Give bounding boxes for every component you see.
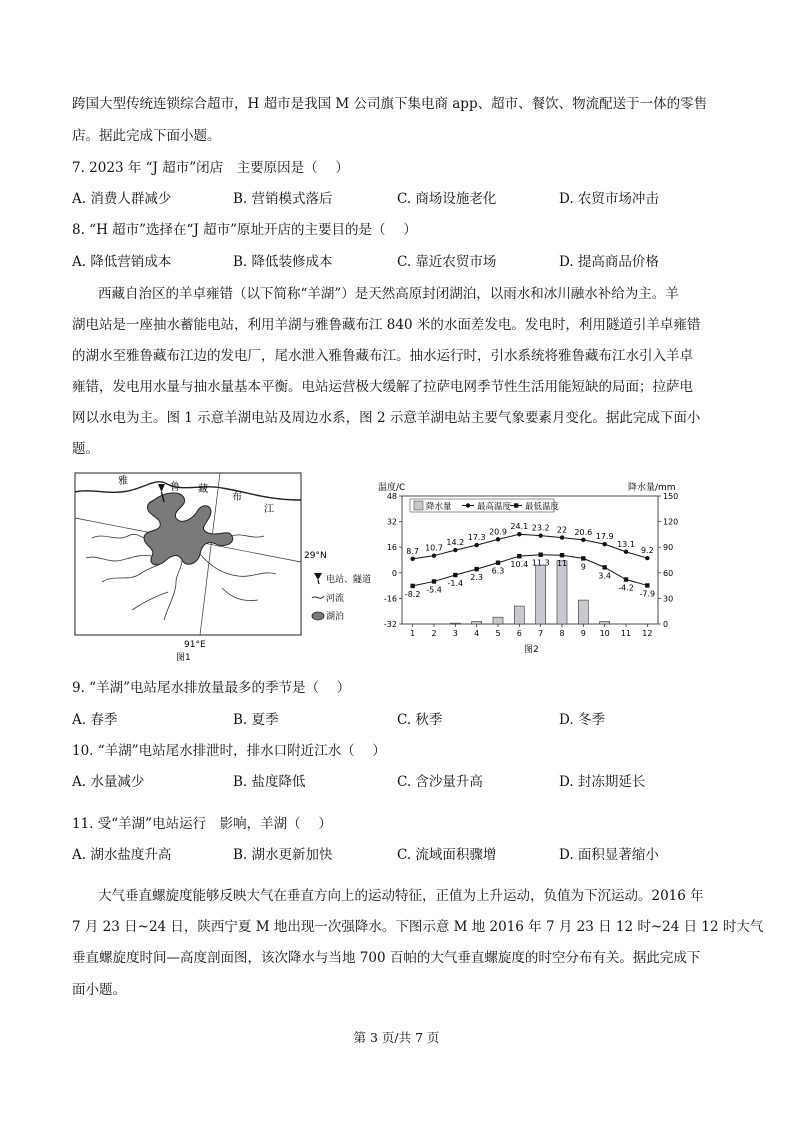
q8-option-c: C. 靠近农贸市场 (397, 254, 497, 270)
intro-line-2: 店。据此完成下面小题。 (72, 128, 221, 144)
min-temp-label-6: 10.4 (510, 560, 529, 570)
min-temp-point-4 (474, 567, 478, 571)
q9-option-c: C. 秋季 (397, 712, 443, 728)
legend-precip-swatch (414, 501, 423, 510)
min-temp-point-1 (410, 584, 414, 588)
page-footer: 第 3 页/共 7 页 (353, 1030, 440, 1045)
q10-option-c: C. 含沙量升高 (397, 774, 483, 790)
x-tick-label: 8 (559, 629, 565, 638)
max-temp-label-7: 23.2 (531, 523, 550, 533)
min-temp-point-10 (602, 565, 606, 569)
q10-option-d: D. 封冻期延长 (559, 774, 646, 790)
passage3-line-2: 7 月 23 日~24 日，陕西宁夏 M 地出现一次强降水。下图示意 M 地 2016 年 7 月 23 日 12 时~24 日 12 时大气 (72, 919, 764, 935)
latitude-label: 29°N (304, 551, 327, 561)
max-temp-point-7 (538, 533, 542, 537)
max-temp-label-4: 17.3 (467, 533, 486, 543)
max-temp-point-9 (581, 538, 585, 542)
max-temp-point-8 (560, 535, 564, 539)
right-tick-label: 90 (663, 543, 674, 553)
passage2-line-3: 的湖水至雅鲁藏布江边的发电厂，尾水泄入雅鲁藏布江。抽水运行时，引水系统将雅鲁藏布江水引入羊卓 (72, 348, 693, 364)
precip-bar-5 (493, 617, 503, 624)
min-temp-label-12: -7.9 (639, 589, 656, 599)
x-tick-label: 6 (516, 629, 522, 638)
min-temp-label-10: 3.4 (598, 571, 612, 581)
river-char-1: 雅 (118, 476, 128, 487)
max-temp-point-2 (432, 553, 436, 557)
max-temp-label-5: 20.9 (489, 527, 507, 537)
q7-stem: 7. 2023 年 “J 超市”闭店 主要原因是（ ） (72, 160, 349, 176)
min-temp-point-5 (496, 561, 500, 565)
min-temp-label-4: 2.3 (470, 573, 484, 583)
x-tick-label: 7 (538, 629, 544, 638)
min-temp-point-11 (624, 577, 628, 581)
passage2-line-2: 湖电站是一座抽水蓄能电站，利用羊湖与雅鲁藏布江 840 米的水面差发电。发电时，利用隧道引羊卓雍错 (72, 317, 701, 333)
min-temp-label-11: -4.2 (618, 583, 634, 593)
legend-lake-label: 湖泊 (326, 612, 345, 622)
left-tick-label: 48 (386, 492, 397, 501)
figure-1-caption: 图1 (176, 653, 191, 663)
q7-option-a: A. 消费人群减少 (72, 191, 172, 207)
figure-2-caption: 图2 (524, 645, 539, 655)
right-tick-label: 120 (663, 517, 679, 527)
q8-stem: 8. “H 超市”选择在“J 超市”原址开店的主要目的是（ ） (72, 222, 417, 238)
q8-option-d: D. 提高商品价格 (559, 254, 659, 270)
x-tick-label: 3 (452, 629, 458, 638)
chart-right-axis-title: 降水量/mm (628, 483, 676, 493)
precip-bar-8 (557, 561, 567, 624)
figure-2-chart (376, 478, 692, 658)
figure-1-map (72, 470, 372, 666)
legend-min-label: 最低温度 (525, 502, 560, 512)
q8-option-a: A. 降低营销成本 (72, 254, 172, 270)
intro-line-1: 跨国大型传统连锁综合超市，H 超市是我国 M 公司旗下集电商 app、超市、餐饮、物流配送于一体的零售 (72, 96, 708, 112)
q7-option-b: B. 营销模式落后 (233, 191, 333, 207)
river-char-2: 鲁 (170, 482, 180, 493)
passage3-line-3: 垂直螺旋度时间—高度剖面图，该次降水与当地 700 百帕的大气垂直螺旋度的时空分布有关。据此完成下 (72, 950, 701, 966)
max-temp-point-1 (410, 557, 414, 561)
min-temp-label-5: 6.3 (491, 566, 505, 576)
q9-stem: 9. “羊湖”电站尾水排放量最多的季节是（ ） (72, 680, 351, 696)
legend-station-icon (314, 573, 322, 580)
min-temp-point-9 (581, 556, 585, 560)
precip-bar-9 (578, 600, 588, 624)
left-tick-label: -32 (383, 620, 397, 629)
chart-plot-frame (402, 496, 658, 624)
x-tick-label: 5 (495, 629, 501, 638)
q8-option-b: B. 降低装修成本 (233, 254, 333, 270)
x-tick-label: 2 (431, 629, 437, 638)
q9-option-a: A. 春季 (72, 712, 118, 728)
q10-option-a: A. 水量减少 (72, 774, 145, 790)
max-temp-label-6: 24.1 (510, 522, 529, 532)
precip-bar-10 (600, 621, 610, 624)
max-temp-label-3: 14.2 (446, 538, 465, 548)
min-temp-label-1: -8.2 (404, 589, 421, 599)
min-temp-point-2 (432, 579, 436, 583)
min-temp-point-8 (560, 553, 564, 557)
legend-station-label: 电站、隧道 (326, 575, 372, 585)
passage2-line-6: 题。 (72, 441, 99, 457)
q10-stem: 10. “羊湖”电站尾水排泄时，排水口附近江水（ ） (72, 743, 386, 759)
max-temp-point-5 (496, 537, 500, 541)
x-tick-label: 11 (620, 629, 632, 638)
min-temp-label-3: -1.4 (447, 579, 464, 589)
q11-option-c: C. 流域面积骤增 (397, 847, 497, 863)
x-tick-label: 1 (410, 629, 416, 638)
legend-max-marker (466, 503, 470, 507)
passage3-line-4: 面小题。 (72, 982, 126, 998)
legend-lake-icon (312, 612, 324, 620)
q11-option-a: A. 湖水盐度升高 (72, 847, 172, 863)
right-tick-label: 60 (663, 568, 674, 578)
q10-option-b: B. 盐度降低 (233, 774, 306, 790)
chart-left-axis-title: 温度/C (378, 483, 406, 493)
x-tick-label: 10 (599, 629, 610, 638)
right-tick-label: 0 (663, 620, 669, 629)
q9-option-d: D. 冬季 (559, 712, 605, 728)
precip-bar-4 (472, 621, 482, 624)
left-tick-label: 0 (391, 568, 397, 578)
max-temp-label-9: 20.6 (574, 527, 593, 537)
max-temp-label-8: 22 (556, 525, 568, 535)
max-temp-point-3 (453, 548, 457, 552)
river-char-4: 布 (232, 492, 242, 503)
max-temp-point-6 (517, 532, 521, 536)
left-tick-label: -16 (383, 594, 397, 604)
precip-bar-6 (514, 606, 524, 624)
left-tick-label: 16 (386, 543, 397, 553)
max-temp-point-10 (602, 542, 606, 546)
max-temp-label-2: 10.7 (425, 543, 443, 553)
max-temp-point-12 (645, 556, 649, 560)
max-temp-point-11 (624, 550, 628, 554)
max-temp-label-12: 9.2 (640, 546, 654, 556)
river-char-3: 藏 (198, 484, 208, 495)
max-temp-point-4 (474, 543, 478, 547)
passage2-line-5: 网以水电为主。图 1 示意羊湖电站及周边水系，图 2 示意羊湖电站主要气象要素月变化。据此完成下面小 (72, 410, 701, 426)
legend-river-icon (312, 596, 324, 598)
x-tick-label: 9 (580, 629, 586, 638)
q11-option-b: B. 湖水更新加快 (233, 847, 333, 863)
passage2-line-4: 雍错，发电用水量与抽水量基本平衡。电站运营极大缓解了拉萨电网季节性生活用能短缺的局面；拉萨电 (72, 379, 693, 395)
right-tick-label: 30 (663, 594, 674, 604)
x-tick-label: 12 (642, 629, 653, 638)
legend-min-marker (514, 503, 518, 507)
q11-stem: 11. 受“羊湖”电站运行 影响，羊湖（ ） (72, 816, 332, 832)
q7-option-c: C. 商场设施老化 (397, 191, 497, 207)
precip-bar-3 (450, 623, 460, 624)
max-temp-label-10: 17.9 (595, 532, 614, 542)
left-tick-label: 32 (386, 517, 397, 527)
min-temp-label-7: 11.3 (531, 558, 550, 568)
min-temp-label-8: 11 (556, 559, 568, 569)
min-temp-point-6 (517, 554, 521, 558)
precip-bar-7 (536, 565, 546, 624)
legend-river-label: 河流 (326, 594, 345, 604)
min-temp-label-2: -5.4 (426, 585, 442, 595)
q9-option-b: B. 夏季 (233, 712, 279, 728)
passage2-line-1: 西藏自治区的羊卓雍错（以下简称“羊湖”）是天然高原封闭湖泊，以雨水和冰川融水补给为主。羊 (98, 286, 679, 302)
q11-option-d: D. 面积显著缩小 (559, 847, 659, 863)
legend-max-label: 最高温度 (477, 502, 512, 512)
longitude-label: 91°E (184, 640, 206, 650)
min-temp-label-9: 9 (580, 562, 586, 572)
right-tick-label: 150 (663, 492, 679, 501)
river-char-5: 江 (264, 504, 274, 515)
chart-legend (410, 499, 560, 512)
x-tick-label: 4 (474, 629, 480, 638)
passage3-line-1: 大气垂直螺旋度能够反映大气在垂直方向上的运动特征，正值为上升运动，负值为下沉运动。2016 年 (98, 888, 704, 904)
legend-precip-label: 降水量 (426, 502, 452, 512)
min-temp-point-3 (453, 573, 457, 577)
min-temp-point-7 (538, 553, 542, 557)
max-temp-label-1: 8.7 (406, 546, 420, 556)
max-temp-label-11: 13.1 (617, 539, 635, 549)
q7-option-d: D. 农贸市场冲击 (559, 191, 659, 207)
min-temp-point-12 (645, 583, 649, 587)
